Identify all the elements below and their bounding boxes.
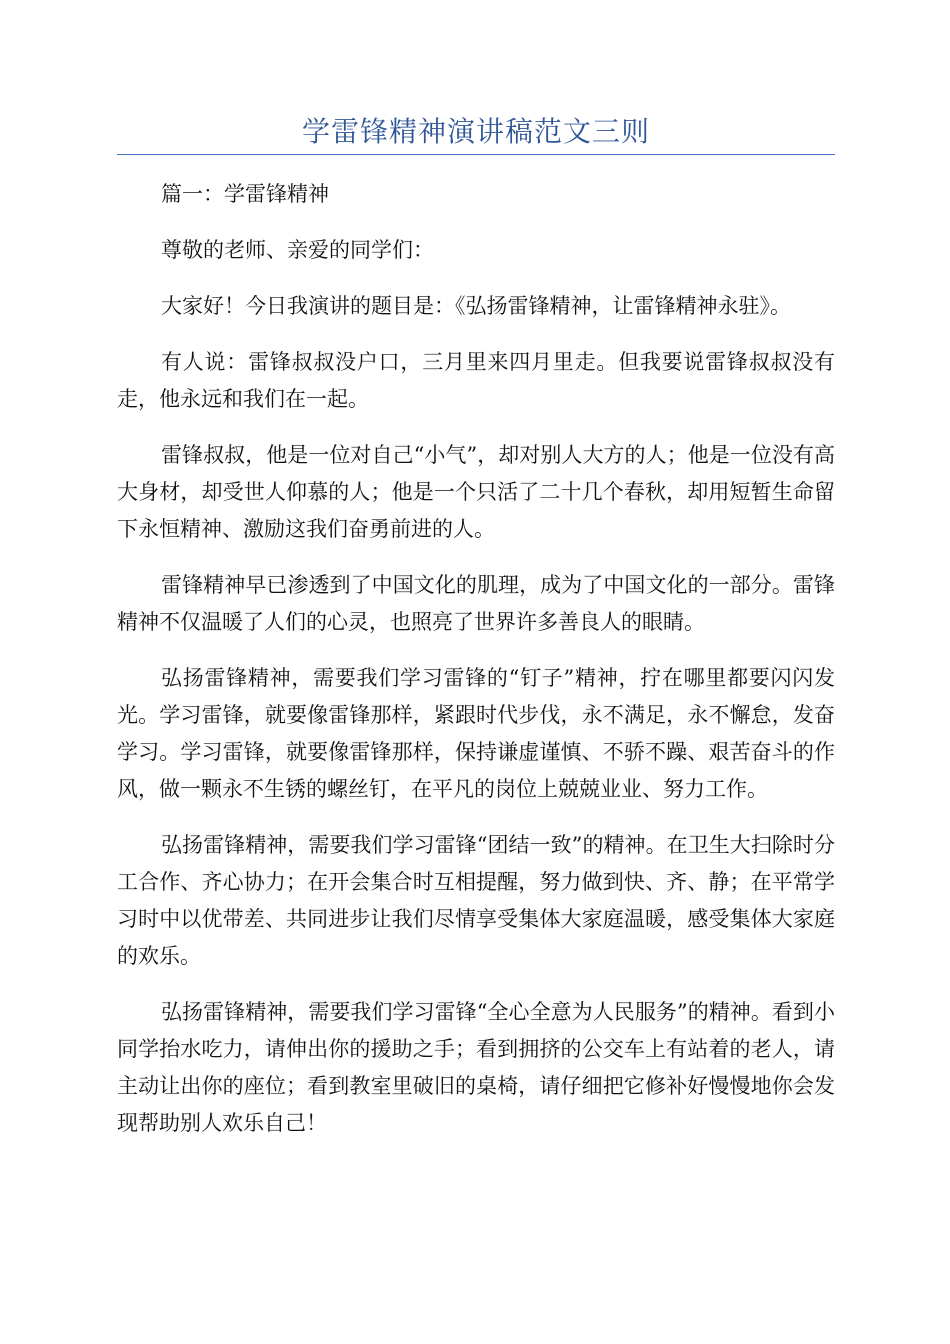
document-body xyxy=(117,176,835,1161)
body-paragraph: 有人说：雷锋叔叔没户口，三月里来四月里走。但我要说雷锋叔叔没有走，他永远和我们在一起。 xyxy=(117,350,835,411)
body-paragraph: 雷锋叔叔，他是一位对自己“小气”，却对别人大方的人；他是一位没有高大身材，却受世人仰慕的人；他是一个只活了二十几个春秋，却用短暂生命留下永恒精神、激励这我们奋勇前进的人。 xyxy=(117,443,835,541)
body-paragraph: 弘扬雷锋精神，需要我们学习雷锋“全心全意为人民服务”的精神。看到小同学抬水吃力，请伸出你的援助之手；看到拥挤的公交车上有站着的老人，请主动让出你的座位；看到教室里破旧的桌椅，请仔细把它修补好慢慢地你会发现帮助别人欢乐自己！ xyxy=(117,1000,835,1135)
body-paragraph: 弘扬雷锋精神，需要我们学习雷锋的“钉子”精神，拧在哪里都要闪闪发光。学习雷锋，就要像雷锋那样，紧跟时代步伐，永不满足，永不懈怠，发奋学习。学习雷锋，就要像雷锋那样，保持谦虚谨慎、不骄不躁、艰苦奋斗的作风，做一颗永不生锈的螺丝钉，在平凡的岗位上兢兢业业、努力工作。 xyxy=(117,666,835,801)
body-paragraph: 弘扬雷锋精神，需要我们学习雷锋“团结一致”的精神。在卫生大扫除时分工合作、齐心协力；在开会集合时互相提醒，努力做到快、齐、静；在平常学习时中以优带差、共同进步让我们尽情享受集体大家庭温暖，感受集体大家庭的欢乐。 xyxy=(117,833,835,968)
body-paragraph: 雷锋精神早已渗透到了中国文化的肌理，成为了中国文化的一部分。雷锋精神不仅温暖了人们的心灵，也照亮了世界许多善良人的眼睛。 xyxy=(117,573,835,634)
section-heading: 篇一：学雷锋精神 xyxy=(161,182,329,206)
document-title: 学雷锋精神演讲稿范文三则 xyxy=(301,115,650,148)
salutation: 尊敬的老师、亲爱的同学们： xyxy=(161,238,434,262)
body-paragraph: 大家好！今日我演讲的题目是：《弘扬雷锋精神，让雷锋精神永驻》。 xyxy=(161,294,791,318)
title-underline xyxy=(117,154,835,155)
